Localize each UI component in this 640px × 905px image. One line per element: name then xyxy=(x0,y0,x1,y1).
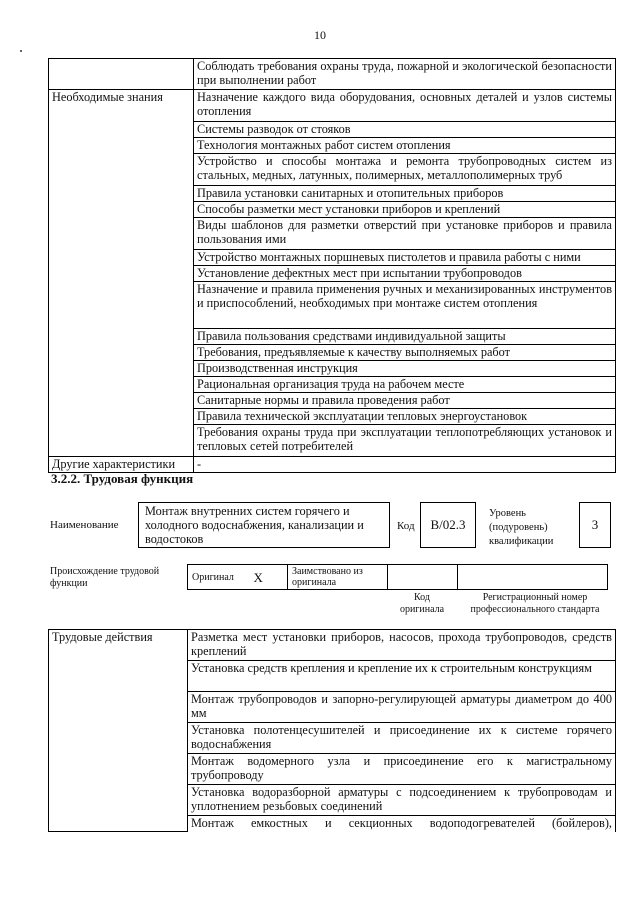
table-row xyxy=(49,59,616,90)
function-name: Монтаж внутренних систем горячего и холодного водоснабжения, канализации и водостоков xyxy=(145,504,364,546)
code-label: Код xyxy=(397,520,415,532)
reg-number-cell xyxy=(458,565,608,590)
knowledge-item: Назначение каждого вида оборудования, основных деталей и узлов системы отопления xyxy=(194,90,616,122)
knowledge-item: Производственная инструкция xyxy=(194,361,616,377)
action-item: Монтаж трубопроводов и запорно-регулирующей арматуры диаметром до 400 мм xyxy=(188,692,616,723)
function-code: B/02.3 xyxy=(430,517,466,532)
page-number: 10 xyxy=(314,28,326,42)
code-box xyxy=(420,502,476,548)
function-name-box xyxy=(138,502,390,548)
knowledge-table xyxy=(48,58,616,473)
action-item: Разметка мест установки приборов, насосов, прохода трубопроводов, средств креплений xyxy=(188,630,616,661)
knowledge-item: Назначение и правила применения ручных и механизированных инструментов и приспособлений, необходимых при монтаже систем отопления xyxy=(194,282,616,329)
level-box xyxy=(579,502,611,548)
action-item: Установка полотенцесушителей и присоединение их к системе горячего водоснабжения xyxy=(188,723,616,754)
action-item: Установка водоразборной арматуры с подсоединением к трубопроводам и уплотнением резьбовых соединений xyxy=(188,785,616,816)
knowledge-label: Необходимые знания xyxy=(49,90,194,457)
action-item: Монтаж водомерного узла и присоединение его к магистральному трубопроводу xyxy=(188,754,616,785)
empty-cell xyxy=(49,59,194,90)
knowledge-item: Требования охраны труда при эксплуатации теплопотребляющих установок и тепловых сетей потребителей xyxy=(194,425,616,457)
knowledge-item: Устройство монтажных поршневых пистолетов и правила работы с ними xyxy=(194,250,616,266)
other-value: - xyxy=(194,457,616,473)
skill-cell: Соблюдать требования охраны труда, пожарной и экологической безопасности при выполнении работ xyxy=(194,59,616,90)
original-label: Оригинал xyxy=(188,565,250,590)
level-value: 3 xyxy=(591,517,599,532)
action-item: Монтаж емкостных и секционных водоподогревателей (бойлеров), xyxy=(188,816,616,832)
knowledge-item: Виды шаблонов для разметки отверстий при установке приборов и правила пользования ими xyxy=(194,218,616,250)
knowledge-item: Установление дефектных мест при испытании трубопроводов xyxy=(194,266,616,282)
other-label: Другие характеристики xyxy=(49,457,194,473)
actions-label: Трудовые действия xyxy=(49,630,188,832)
original-code-cell xyxy=(388,565,458,590)
knowledge-item: Требования, предъявляемые к качеству выполняемых работ xyxy=(194,345,616,361)
knowledge-item: Системы разводок от стояков xyxy=(194,122,616,138)
scan-dot xyxy=(20,50,22,52)
knowledge-item: Санитарные нормы и правила проведения работ xyxy=(194,393,616,409)
table-row xyxy=(49,630,616,661)
knowledge-item: Устройство и способы монтажа и ремонта трубопроводных систем из стальных, медных, латунных, полимерных, металлополимерных труб xyxy=(194,154,616,186)
action-item: Установка средств крепления и крепление их к строительным конструкциям xyxy=(188,661,616,692)
level-label: Уровень (подуровень) квалификации xyxy=(489,508,554,547)
knowledge-item: Способы разметки мест установки приборов и креплений xyxy=(194,202,616,218)
knowledge-item: Технология монтажных работ систем отопления xyxy=(194,138,616,154)
reg-caption: Регистрационный номер профессионального стандарта xyxy=(470,592,600,615)
actions-table xyxy=(48,629,616,832)
knowledge-item: Рациональная организация труда на рабочем месте xyxy=(194,377,616,393)
origin-table xyxy=(187,564,608,590)
original-mark: X xyxy=(250,565,288,590)
code-caption: Код оригинала xyxy=(399,592,445,615)
borrowed-label: Заимствовано из оригинала xyxy=(288,565,388,590)
section-heading: 3.2.2. Трудовая функция xyxy=(51,471,194,486)
knowledge-item: Правила пользования средствами индивидуальной защиты xyxy=(194,329,616,345)
origin-label: Происхождение трудовой функции xyxy=(50,566,160,589)
knowledge-item: Правила технической эксплуатации тепловых энергоустановок xyxy=(194,409,616,425)
table-row xyxy=(49,90,616,122)
knowledge-item: Правила установки санитарных и отопительных приборов xyxy=(194,186,616,202)
name-label: Наименование xyxy=(50,519,119,531)
